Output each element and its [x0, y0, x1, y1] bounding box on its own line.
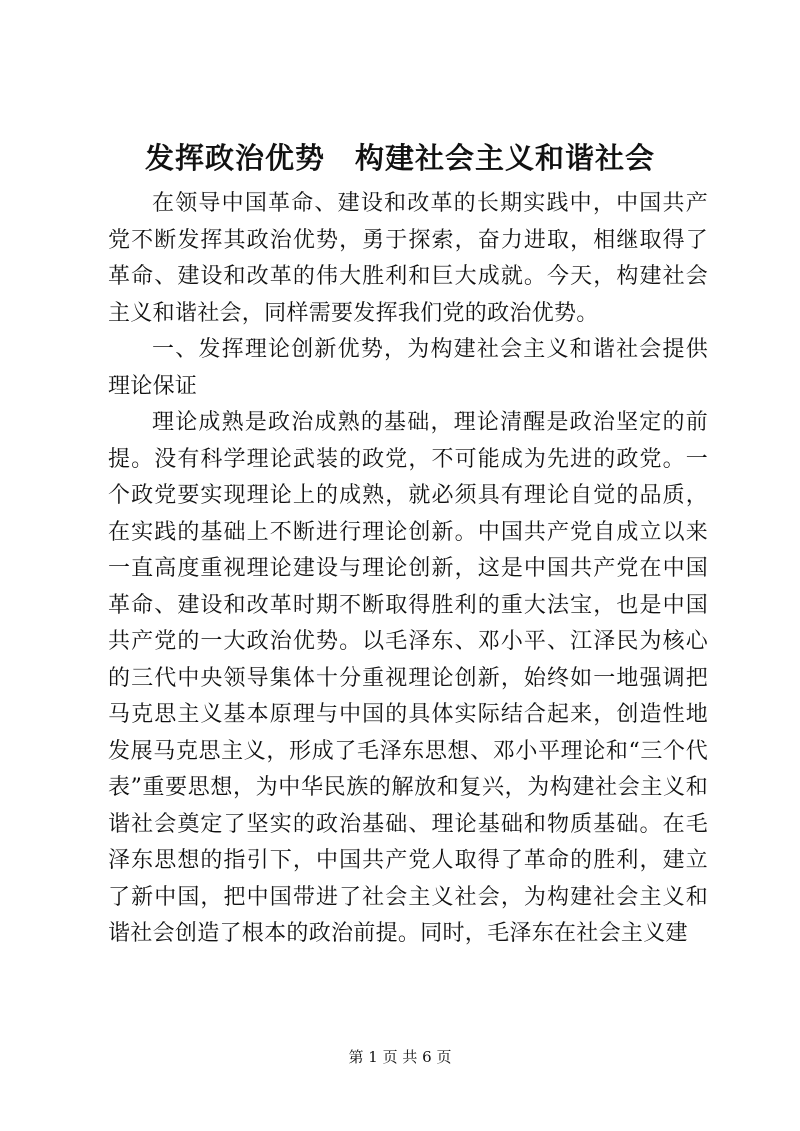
- document-body: [108, 186, 708, 953]
- paragraph-theory: 理论成熟是政治成熟的基础，理论清醒是政治坚定的前提。没有科学理论武装的政党，不可能成为先进的政党。一个政党要实现理论上的成熟，就必须具有理论自觉的品质，在实践的基础上不断进行理论创新。中国共产党自成立以来一直高度重视理论建设与理论创新，这是中国共产党在中国革命、建设和改革时期不断取得胜利的重大法宝，也是中国共产党的一大政治优势。以毛泽东、邓小平、江泽民为核心的三代中央领导集体十分重视理论创新，始终如一地强调把马克思主义基本原理与中国的具体实际结合起来，创造性地发展马克思主义，形成了毛泽东思想、邓小平理论和“三个代表”重要思想，为中华民族的解放和复兴，为构建社会主义和谐社会奠定了坚实的政治基础、理论基础和物质基础。在毛泽东思想的指引下，中国共产党人取得了革命的胜利，建立了新中国，把中国带进了社会主义社会，为构建社会主义和谐社会创造了根本的政治前提。同时，毛泽东在社会主义建: [108, 410, 708, 946]
- paragraph-intro: 在领导中国革命、建设和改革的长期实践中，中国共产党不断发挥其政治优势，勇于探索，奋力进取，相继取得了革命、建设和改革的伟大胜利和巨大成就。今天，构建社会主义和谐社会，同样需要发挥我们党的政治优势。: [108, 191, 708, 326]
- document-title: 发挥政治优势 构建社会主义和谐社会: [144, 141, 655, 175]
- page-footer: 第 1 页 共 6 页: [348, 1048, 452, 1066]
- section-heading-1: 一、发挥理论创新优势，为构建社会主义和谐社会提供理论保证: [108, 337, 708, 399]
